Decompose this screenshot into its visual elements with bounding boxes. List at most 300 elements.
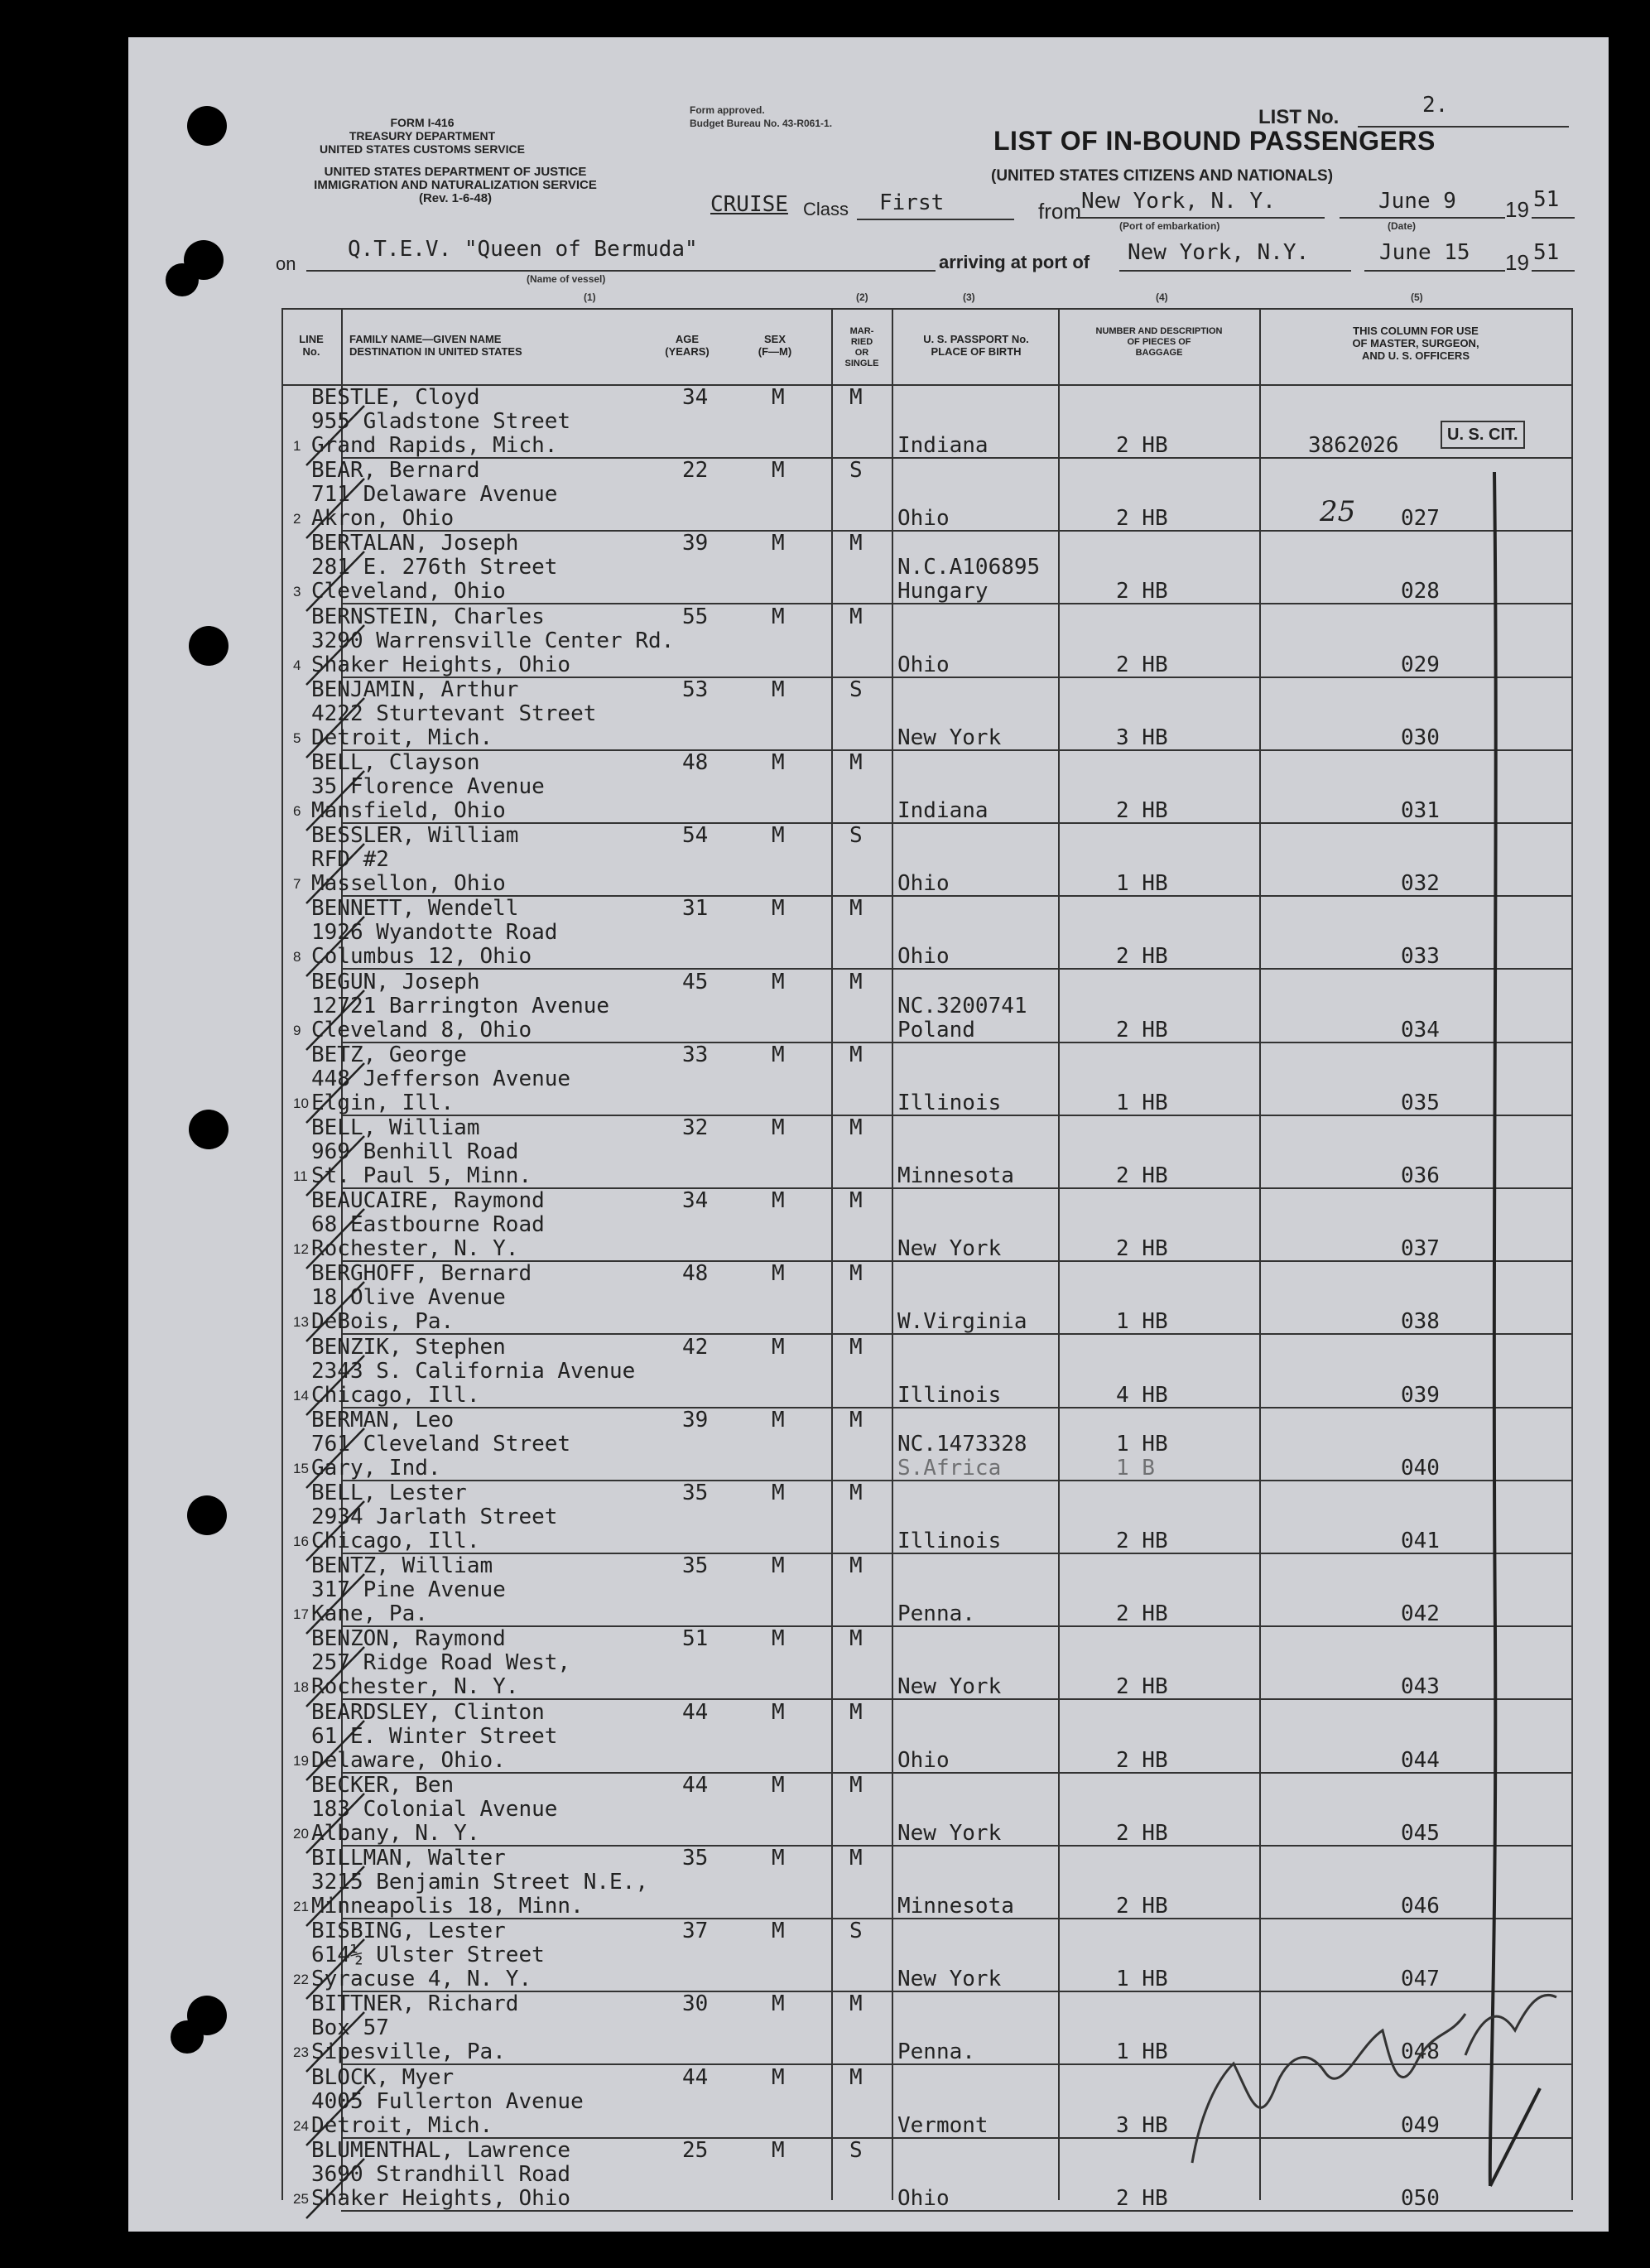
address-street: 317 Pine Avenue <box>311 1577 506 1603</box>
embark-year: 51 <box>1533 187 1560 212</box>
age: 39 <box>682 1407 709 1433</box>
age: 51 <box>682 1626 709 1652</box>
place-of-birth: Ohio <box>897 2185 950 2211</box>
address-street: 2934 Jarlath Street <box>311 1505 558 1529</box>
address-street: 281 E. 276th Street <box>311 555 558 580</box>
address-street: 18 Olive Avenue <box>311 1285 506 1311</box>
married-or-single: M <box>849 1407 863 1433</box>
sex: M <box>772 1699 785 1725</box>
line-number: 21 <box>293 1899 309 1914</box>
arrival-port: New York, N.Y. <box>1128 240 1310 265</box>
married-or-single: M <box>849 1626 863 1652</box>
officer-column: 049 <box>1401 2112 1440 2138</box>
line-number: 8 <box>293 949 301 965</box>
place-of-birth: Illinois <box>897 1090 1002 1115</box>
address-street: 761 Cleveland Street <box>311 1431 571 1457</box>
list-no-label: LIST No. <box>1258 106 1340 128</box>
married-or-single: M <box>849 1188 863 1214</box>
line-number: 18 <box>293 1679 309 1696</box>
sex: M <box>772 1846 785 1871</box>
age: 44 <box>682 2064 709 2090</box>
line-number: 22 <box>293 1972 309 1988</box>
passenger-name: BEARDSLEY, Clinton <box>311 1699 545 1725</box>
age: 35 <box>682 1553 709 1579</box>
sex: M <box>772 896 785 922</box>
age: 33 <box>682 1042 709 1067</box>
married-or-single: M <box>849 1334 863 1360</box>
baggage: 2 HB <box>1116 1747 1168 1773</box>
initials-scribble <box>1465 1995 1556 2055</box>
line-number: 15 <box>293 1460 309 1476</box>
approval-block <box>690 104 832 130</box>
address-street: Box 57 <box>311 2015 389 2041</box>
married-or-single: M <box>849 1115 863 1140</box>
row-divider <box>341 2210 1573 2212</box>
place-of-birth: Indiana <box>897 798 989 823</box>
punch-hole <box>187 106 227 146</box>
officer-column: 042 <box>1401 1601 1440 1627</box>
officer-column: 041 <box>1401 1529 1440 1553</box>
list-no-value: 2. <box>1422 93 1449 118</box>
address-city: Albany, N. Y. <box>311 1820 480 1846</box>
embark-date-line <box>1340 217 1505 219</box>
passenger-name: BITTNER, Richard <box>311 1991 519 2017</box>
place-of-birth: Indiana <box>897 433 989 458</box>
passenger-name: BESSLER, William <box>311 823 519 849</box>
address-city: Grand Rapids, Mich. <box>311 433 558 458</box>
married-or-single: M <box>849 1261 863 1287</box>
address-city: Syracuse 4, N. Y. <box>311 1967 532 1992</box>
married-or-single: M <box>849 385 863 410</box>
embark-year-prefix: 19 <box>1505 197 1529 222</box>
address-street: 3290 Warrensville Center Rd. <box>311 628 675 653</box>
married-or-single: M <box>849 896 863 922</box>
age: 53 <box>682 677 709 702</box>
line-number: 20 <box>293 1825 309 1842</box>
baggage: 1 HB <box>1116 1431 1168 1457</box>
passenger-name: BEAR, Bernard <box>311 458 480 484</box>
header-sex: SEX (F—M) <box>758 333 792 358</box>
married-or-single: M <box>849 1991 863 2017</box>
header-age: AGE (YEARS) <box>665 333 710 358</box>
from-label: from <box>1038 199 1081 224</box>
line-number: 4 <box>293 657 301 673</box>
address-city: Chicago, Ill. <box>311 1382 480 1408</box>
address-street: 183 Colonial Avenue <box>311 1796 558 1822</box>
officer-column: 039 <box>1401 1382 1440 1408</box>
sex: M <box>772 1553 785 1579</box>
baggage: 2 HB <box>1116 1017 1168 1043</box>
sex: M <box>772 1991 785 2017</box>
address-street: 61 E. Winter Street <box>311 1723 558 1749</box>
place-of-birth: Vermont <box>897 2112 989 2138</box>
address-city: Rochester, N. Y. <box>311 1674 519 1700</box>
sex: M <box>772 1772 785 1798</box>
passenger-name: BISBING, Lester <box>311 1919 506 1944</box>
embark-date-caption: (Date) <box>1388 220 1417 232</box>
line-number: 11 <box>293 1168 308 1184</box>
sex: M <box>772 1261 785 1287</box>
passenger-name: BLUMENTHAL, Lawrence <box>311 2137 571 2163</box>
place-of-birth: Minnesota <box>897 1163 1014 1188</box>
immigration-service: IMMIGRATION AND NATURALIZATION SERVICE <box>314 178 597 192</box>
passenger-name: BEAUCAIRE, Raymond <box>311 1188 545 1214</box>
document-title: LIST OF IN-BOUND PASSENGERS <box>993 126 1436 156</box>
line-number: 16 <box>293 1534 309 1549</box>
col-number-1: (1) <box>584 291 596 303</box>
class-line <box>857 219 1014 220</box>
baggage: 1 HB <box>1116 2039 1168 2065</box>
married-or-single: M <box>849 969 863 994</box>
header-baggage: NUMBER AND DESCRIPTION OF PIECES OF BAGGAGE <box>1095 326 1223 358</box>
line-number: 13 <box>293 1314 309 1331</box>
address-city: Minneapolis 18, Minn. <box>311 1894 584 1919</box>
punch-hole <box>189 1110 228 1149</box>
arrival-date-line <box>1364 270 1505 272</box>
married-or-single: M <box>849 531 863 556</box>
age: 37 <box>682 1919 709 1944</box>
officer-column: 047 <box>1401 1967 1440 1992</box>
address-city: Kane, Pa. <box>311 1601 428 1627</box>
punch-hole <box>171 2020 204 2054</box>
arrival-year-line <box>1532 270 1575 272</box>
age: 35 <box>682 1846 709 1871</box>
married-or-single: S <box>849 458 863 484</box>
passport-number: NC.3200741 <box>897 993 1027 1018</box>
passenger-name: BENJAMIN, Arthur <box>311 677 519 702</box>
address-street: 448 Jefferson Avenue <box>311 1066 571 1091</box>
age: 30 <box>682 1991 709 2017</box>
officer-column: 046 <box>1401 1894 1440 1919</box>
baggage: 4 HB <box>1116 1382 1168 1408</box>
address-city: Gary, Ind. <box>311 1455 441 1481</box>
sex: M <box>772 1334 785 1360</box>
sex: M <box>772 1481 785 1505</box>
col-number-4: (4) <box>1156 291 1168 303</box>
baggage: 1 HB <box>1116 1967 1168 1992</box>
address-street: 969 Benhill Road <box>311 1139 519 1164</box>
address-street: RFD #2 <box>311 847 389 873</box>
address-street: 4222 Sturtevant Street <box>311 701 597 726</box>
embark-port-caption: (Port of embarkation) <box>1119 220 1220 232</box>
col-number-2: (2) <box>856 291 868 303</box>
officer-column: 3862026 <box>1308 433 1399 458</box>
ditto-vertical-line <box>1490 472 1496 2186</box>
address-city: Mansfield, Ohio <box>311 798 506 823</box>
line-number: 9 <box>293 1022 301 1038</box>
married-or-single: M <box>849 750 863 775</box>
address-city: Rochester, N. Y. <box>311 1236 519 1262</box>
header-passport: U. S. PASSPORT No. PLACE OF BIRTH <box>923 333 1029 358</box>
passenger-name: BENNETT, Wendell <box>311 896 519 922</box>
line-number: 2 <box>293 511 301 527</box>
age: 54 <box>682 823 709 849</box>
officer-column: 036 <box>1401 1163 1440 1188</box>
place-of-birth: New York <box>897 1236 1002 1262</box>
passenger-name: BELL, Clayson <box>311 750 480 775</box>
cruise-label: CRUISE <box>710 192 788 217</box>
sex: M <box>772 823 785 849</box>
baggage: 2 HB <box>1116 579 1168 604</box>
sex: M <box>772 2064 785 2090</box>
address-street: 3215 Benjamin Street N.E., <box>311 1870 648 1895</box>
passenger-name: BENZIK, Stephen <box>311 1334 506 1360</box>
officer-column: 028 <box>1401 579 1440 604</box>
line-number: 6 <box>293 803 301 819</box>
married-or-single: S <box>849 677 863 702</box>
married-or-single: M <box>849 1481 863 1505</box>
handwritten-note: 25 <box>1320 495 1356 528</box>
baggage: 2 HB <box>1116 2185 1168 2211</box>
passenger-name: BEGUN, Joseph <box>311 969 480 994</box>
officer-column: 038 <box>1401 1309 1440 1335</box>
embark-year-line <box>1532 217 1575 219</box>
officer-column: 027 <box>1401 506 1440 532</box>
address-city: Shaker Heights, Ohio <box>311 2185 571 2211</box>
married-or-single: M <box>849 604 863 629</box>
age: 55 <box>682 604 709 629</box>
passenger-name: BESTLE, Cloyd <box>311 385 480 410</box>
justice-dept-block <box>277 166 633 205</box>
address-city: Columbus 12, Ohio <box>311 944 532 970</box>
place-of-birth: Penna. <box>897 1601 975 1627</box>
line-number: 1 <box>293 438 301 454</box>
punch-hole <box>189 626 228 666</box>
place-of-birth: Ohio <box>897 871 950 897</box>
line-number: 14 <box>293 1387 309 1404</box>
line-number: 12 <box>293 1241 309 1258</box>
baggage: 2 HB <box>1116 1674 1168 1700</box>
sex: M <box>772 2137 785 2163</box>
age: 48 <box>682 1261 709 1287</box>
punch-hole <box>166 263 199 296</box>
married-or-single: M <box>849 1699 863 1725</box>
form-number: FORM I-416 <box>390 116 455 129</box>
class-label: Class <box>803 199 849 219</box>
passenger-name: BENTZ, William <box>311 1553 493 1579</box>
customs-service: UNITED STATES CUSTOMS SERVICE <box>320 142 525 156</box>
form-id-block <box>298 116 546 156</box>
age: 44 <box>682 1772 709 1798</box>
passport-number: N.C.A106895 <box>897 555 1041 580</box>
age: 39 <box>682 531 709 556</box>
sex: M <box>772 1407 785 1433</box>
age: 25 <box>682 2137 709 2163</box>
address-city: Chicago, Ill. <box>311 1529 480 1553</box>
passenger-name: BILLMAN, Walter <box>311 1846 506 1871</box>
form-approved: Form approved. <box>690 104 765 116</box>
address-city: Cleveland, Ohio <box>311 579 506 604</box>
address-street: 68 Eastbourne Road <box>311 1212 545 1238</box>
baggage: 1 HB <box>1116 871 1168 897</box>
passenger-table <box>281 308 1573 2211</box>
baggage: 2 HB <box>1116 1894 1168 1919</box>
age: 22 <box>682 458 709 484</box>
officer-column: 035 <box>1401 1090 1440 1115</box>
address-city: Sipesville, Pa. <box>311 2039 506 2065</box>
address-city: Cleveland 8, Ohio <box>311 1017 532 1043</box>
address-street: 1926 Wyandotte Road <box>311 920 558 946</box>
line-number: 5 <box>293 730 301 746</box>
married-or-single: M <box>849 1553 863 1579</box>
age: 48 <box>682 750 709 775</box>
embark-port-line <box>1076 217 1325 219</box>
address-street: 4005 Fullerton Avenue <box>311 2088 584 2114</box>
officer-column: 033 <box>1401 944 1440 970</box>
col-number-5: (5) <box>1411 291 1423 303</box>
address-city: Akron, Ohio <box>311 506 455 532</box>
age: 35 <box>682 1481 709 1505</box>
line-number: 24 <box>293 2117 309 2134</box>
vessel-line <box>306 270 936 272</box>
sex: M <box>772 604 785 629</box>
officer-column: 040 <box>1401 1455 1440 1481</box>
address-city: Massellon, Ohio <box>311 871 506 897</box>
line-number: 23 <box>293 2044 309 2061</box>
married-or-single: S <box>849 2137 863 2163</box>
married-or-single: M <box>849 2064 863 2090</box>
address-street: 3690 Strandhill Road <box>311 2161 571 2187</box>
address-street: 955 Gladstone Street <box>311 409 571 434</box>
line-number: 25 <box>293 2190 309 2207</box>
officer-column: 048 <box>1401 2039 1440 2065</box>
age: 42 <box>682 1334 709 1360</box>
baggage-second: 1 B <box>1116 1455 1155 1481</box>
place-of-birth: Illinois <box>897 1529 1002 1553</box>
baggage: 2 HB <box>1116 506 1168 532</box>
passenger-name: BERNSTEIN, Charles <box>311 604 545 629</box>
place-of-birth: Poland <box>897 1017 975 1043</box>
passenger-name: BELL, William <box>311 1115 480 1140</box>
arrival-year-prefix: 19 <box>1505 250 1529 275</box>
passenger-name: BERTALAN, Joseph <box>311 531 519 556</box>
officer-column: 037 <box>1401 1236 1440 1262</box>
place-of-birth: S.Africa <box>897 1455 1002 1481</box>
age: 44 <box>682 1699 709 1725</box>
header-officers: THIS COLUMN FOR USE OF MASTER, SURGEON, AND U. S. OFFICERS <box>1352 325 1479 362</box>
address-street: 711 Delaware Avenue <box>311 482 558 508</box>
address-city: Elgin, Ill. <box>311 1090 455 1115</box>
baggage: 2 HB <box>1116 1820 1168 1846</box>
arrival-date: June 15 <box>1379 240 1470 265</box>
baggage: 2 HB <box>1116 652 1168 677</box>
on-label: on <box>276 253 296 274</box>
vessel-name: Q.T.E.V. "Queen of Bermuda" <box>348 237 698 262</box>
line-number: 19 <box>293 1752 309 1769</box>
passenger-name: BELL, Lester <box>311 1481 467 1505</box>
embark-date: June 9 <box>1378 189 1456 214</box>
place-of-birth: New York <box>897 725 1002 750</box>
passenger-name: BENZON, Raymond <box>311 1626 506 1652</box>
address-street: 2343 S. California Avenue <box>311 1358 636 1384</box>
address-street: 257 Ridge Road West, <box>311 1650 571 1676</box>
passport-number: NC.1473328 <box>897 1431 1027 1457</box>
passenger-name: BETZ, George <box>311 1042 467 1067</box>
place-of-birth: Ohio <box>897 652 950 677</box>
address-street: 614½ Ulster Street <box>311 1943 545 1968</box>
passenger-name: BERMAN, Leo <box>311 1407 455 1433</box>
officer-column: 034 <box>1401 1017 1440 1043</box>
age: 34 <box>682 385 709 410</box>
justice-dept: UNITED STATES DEPARTMENT OF JUSTICE <box>324 165 587 179</box>
ditto-arrow-tip <box>1490 2088 1540 2186</box>
sex: M <box>772 531 785 556</box>
document-subtitle: (UNITED STATES CITIZENS AND NATIONALS) <box>991 167 1334 185</box>
vessel-caption: (Name of vessel) <box>527 273 606 285</box>
place-of-birth: Ohio <box>897 944 950 970</box>
baggage: 3 HB <box>1116 2112 1168 2138</box>
place-of-birth: W.Virginia <box>897 1309 1027 1335</box>
passenger-name: BECKER, Ben <box>311 1772 455 1798</box>
header-name: FAMILY NAME—GIVEN NAME DESTINATION IN UNITED STATES <box>349 333 522 358</box>
place-of-birth: Minnesota <box>897 1894 1014 1919</box>
line-number: 7 <box>293 876 301 893</box>
arrival-port-line <box>1119 270 1351 272</box>
arrival-year: 51 <box>1533 240 1560 265</box>
line-number: 10 <box>293 1095 309 1111</box>
signature-scribble <box>1192 2014 1465 2163</box>
baggage: 1 HB <box>1116 1090 1168 1115</box>
budget-bureau: Budget Bureau No. 43-R061-1. <box>690 118 833 129</box>
baggage: 2 HB <box>1116 798 1168 823</box>
officer-column: 044 <box>1401 1747 1440 1773</box>
married-or-single: S <box>849 1919 863 1944</box>
punch-hole <box>187 1495 227 1535</box>
place-of-birth: Illinois <box>897 1382 1002 1408</box>
officer-column: 050 <box>1401 2185 1440 2211</box>
handwritten-marks <box>281 308 1573 2200</box>
header-married: MAR- RIED OR SINGLE <box>844 326 879 368</box>
place-of-birth: Penna. <box>897 2039 975 2065</box>
col-number-3: (3) <box>963 291 975 303</box>
officer-column: 043 <box>1401 1674 1440 1700</box>
header-line-no: LINE No. <box>299 333 324 358</box>
age: 32 <box>682 1115 709 1140</box>
married-or-single: M <box>849 1846 863 1871</box>
place-of-birth: New York <box>897 1967 1002 1992</box>
form-revision: (Rev. 1-6-48) <box>418 191 493 205</box>
place-of-birth: Hungary <box>897 579 989 604</box>
address-city: St. Paul 5, Minn. <box>311 1163 532 1188</box>
line-number: 17 <box>293 1606 309 1623</box>
place-of-birth: Ohio <box>897 1747 950 1773</box>
sex: M <box>772 1626 785 1652</box>
baggage: 2 HB <box>1116 1236 1168 1262</box>
embark-port: New York, N. Y. <box>1081 189 1276 214</box>
place-of-birth: New York <box>897 1820 1002 1846</box>
married-or-single: M <box>849 1042 863 1067</box>
place-of-birth: Ohio <box>897 506 950 532</box>
treasury-dept: TREASURY DEPARTMENT <box>349 129 496 142</box>
sex: M <box>772 458 785 484</box>
sex: M <box>772 677 785 702</box>
married-or-single: M <box>849 1772 863 1798</box>
address-city: Detroit, Mich. <box>311 2112 493 2138</box>
age: 31 <box>682 896 709 922</box>
baggage: 2 HB <box>1116 944 1168 970</box>
sex: M <box>772 1188 785 1214</box>
officer-column: 032 <box>1401 871 1440 897</box>
arriving-label: arriving at port of <box>939 252 1090 272</box>
baggage: 2 HB <box>1116 433 1168 458</box>
sex: M <box>772 969 785 994</box>
place-of-birth: New York <box>897 1674 1002 1700</box>
officer-column: 045 <box>1401 1820 1440 1846</box>
officer-column: 030 <box>1401 725 1440 750</box>
sex: M <box>772 750 785 775</box>
baggage: 1 HB <box>1116 1309 1168 1335</box>
baggage: 2 HB <box>1116 1529 1168 1553</box>
